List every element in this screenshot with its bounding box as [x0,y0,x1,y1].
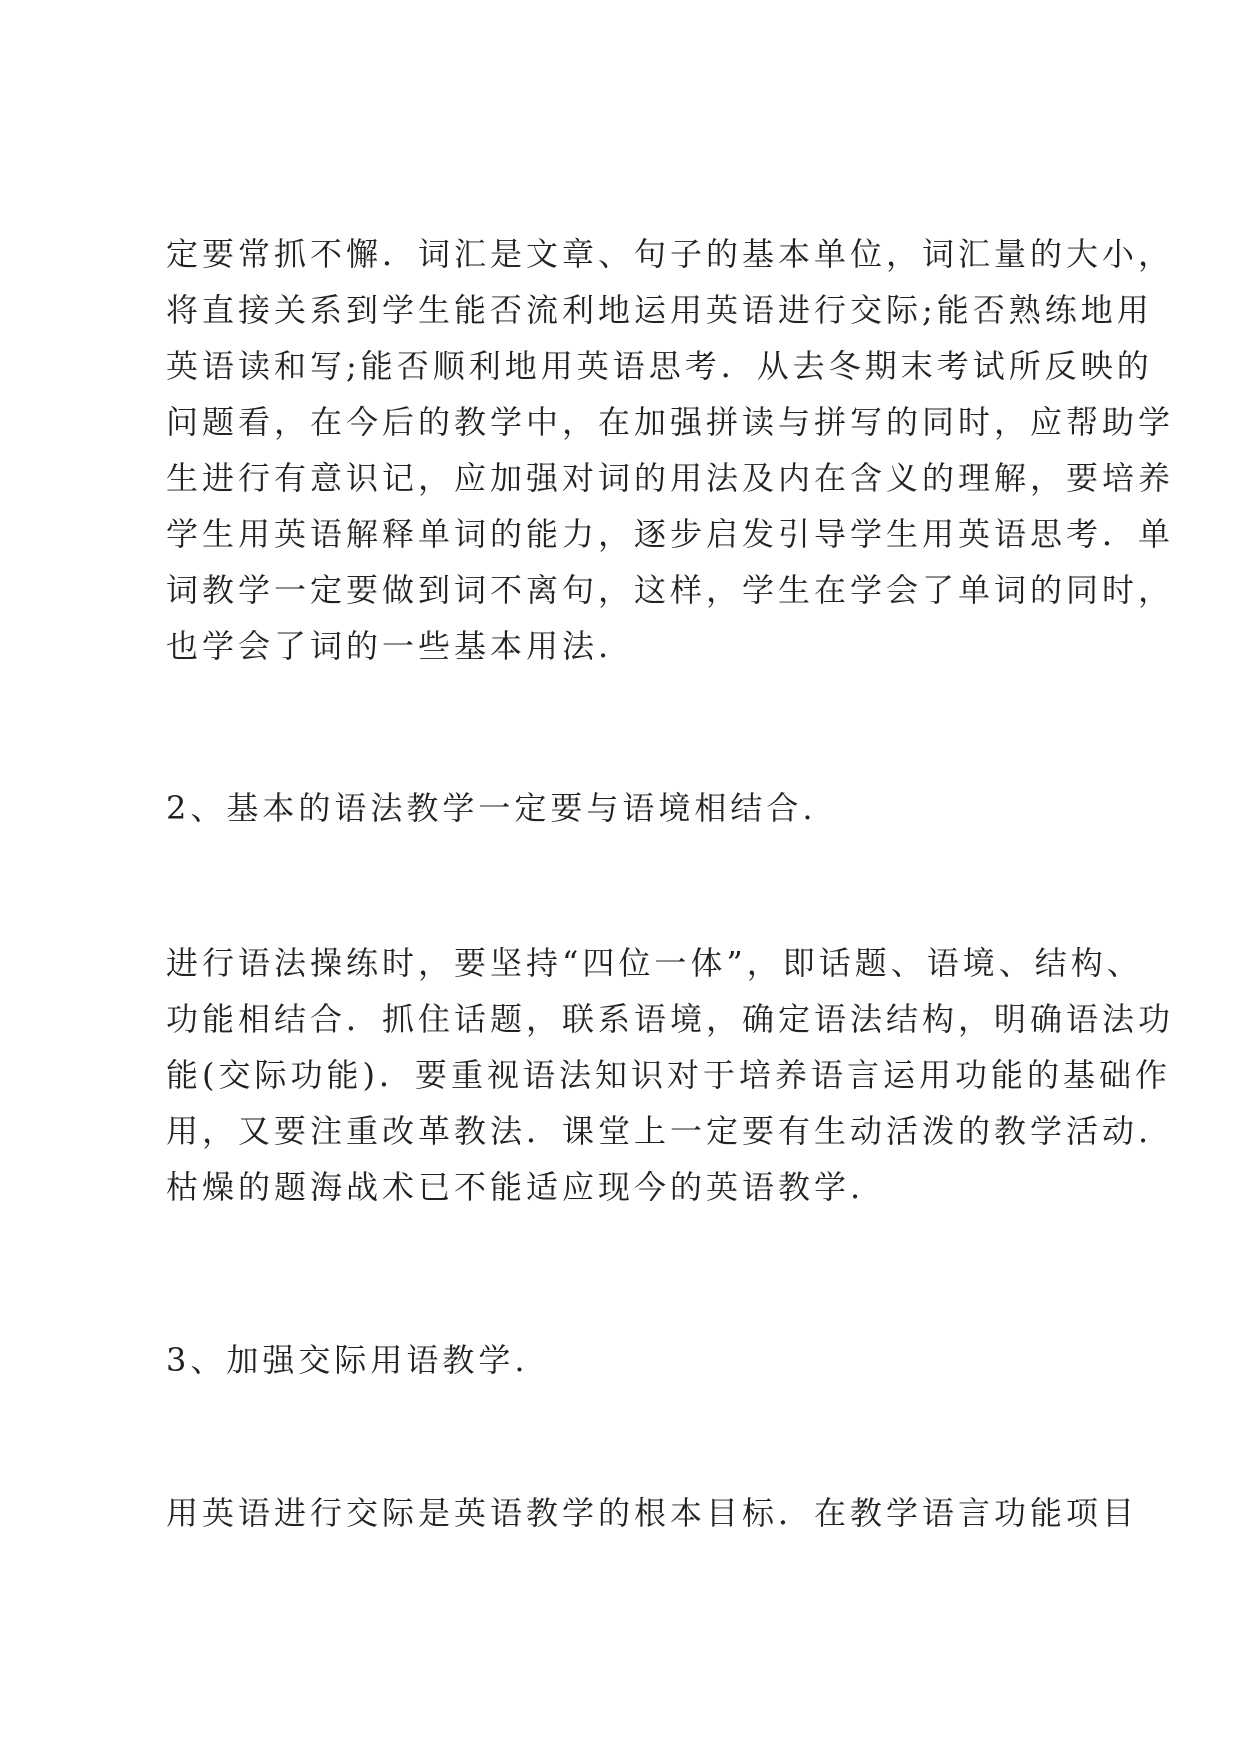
section-heading-grammar [166,780,1096,836]
text-line: 定要常抓不懈．词汇是文章、句子的基本单位，词汇量的大小， [166,235,1175,273]
text-line: 功能相结合．抓住话题，联系语境，确定语法结构，明确语法功 [166,1000,1175,1038]
text-line: 用，又要注重改革教法．课堂上一定要有生动活泼的教学活动. [166,1112,1153,1150]
text-line: 能(交际功能)．要重视语法知识对于培养语言运用功能的基础作 [166,1056,1171,1094]
text-line: 生进行有意识记，应加强对词的用法及内在含义的理解，要培养 [166,459,1175,497]
paragraph-grammar [166,935,1175,1215]
text-line: 也学会了词的一些基本用法. [166,627,613,665]
paragraph-vocabulary [166,226,1175,674]
heading-line: 3、加强交际用语教学. [166,1341,529,1379]
text-line: 枯燥的题海战术已不能适应现今的英语教学. [166,1168,865,1206]
text-line: 词教学一定要做到词不离句，这样，学生在学会了单词的同时， [166,571,1175,609]
section-heading-communication [166,1332,1096,1388]
text-line: 学生用英语解释单词的能力，逐步启发引导学生用英语思考．单 [166,515,1175,553]
paragraph-communication [166,1485,1139,1541]
text-line: 用英语进行交际是英语教学的根本目标．在教学语言功能项目 [166,1494,1139,1532]
text-line: 问题看，在今后的教学中，在加强拼读与拼写的同时，应帮助学 [166,403,1175,441]
text-line: 将直接关系到学生能否流利地运用英语进行交际;能否熟练地用 [166,291,1153,329]
text-line: 进行语法操练时，要坚持“四位一体”，即话题、语境、结构、 [166,944,1143,982]
heading-line: 2、基本的语法教学一定要与语境相结合. [166,789,817,827]
text-line: 英语读和写;能否顺利地用英语思考．从去冬期末考试所反映的 [166,347,1153,385]
